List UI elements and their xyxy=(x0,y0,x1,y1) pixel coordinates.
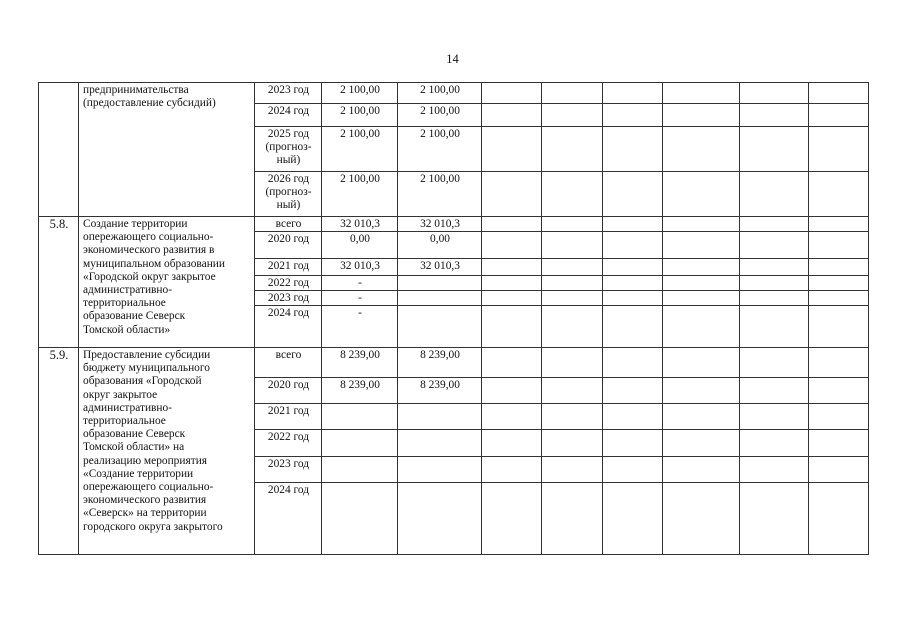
year-line: 2023 год xyxy=(267,458,310,470)
table-body xyxy=(39,83,869,555)
item-name xyxy=(79,217,255,348)
empty-cell xyxy=(603,217,663,232)
item-name-line: «Городской округ закрытое xyxy=(83,270,216,283)
empty-cell xyxy=(740,276,809,291)
year-cell xyxy=(255,348,322,378)
table-row xyxy=(39,83,869,104)
year-line: 2020 год xyxy=(267,233,310,245)
total-value: - xyxy=(322,306,398,348)
empty-cell xyxy=(809,404,869,430)
empty-cell xyxy=(809,291,869,306)
empty-cell xyxy=(663,378,740,404)
total-value: 8 239,00 xyxy=(322,378,398,404)
empty-cell xyxy=(542,217,603,232)
source-value xyxy=(398,276,482,291)
year-cell xyxy=(255,483,322,555)
total-value: 2 100,00 xyxy=(322,83,398,104)
budget-table xyxy=(38,82,869,555)
empty-cell xyxy=(740,430,809,457)
item-name xyxy=(79,83,255,217)
empty-cell xyxy=(809,232,869,259)
empty-cell xyxy=(809,217,869,232)
page-number: 14 xyxy=(446,52,459,66)
empty-cell xyxy=(663,104,740,127)
empty-cell xyxy=(482,483,542,555)
year-line: всего xyxy=(275,218,302,230)
empty-cell xyxy=(542,483,603,555)
empty-cell xyxy=(663,430,740,457)
empty-cell xyxy=(542,104,603,127)
empty-cell xyxy=(809,457,869,483)
empty-cell xyxy=(542,127,603,172)
empty-cell xyxy=(809,430,869,457)
item-name-line: опережающего социально- xyxy=(83,481,214,494)
empty-cell xyxy=(663,259,740,276)
source-value xyxy=(398,483,482,555)
year-cell xyxy=(255,404,322,430)
year-cell xyxy=(255,457,322,483)
empty-cell xyxy=(603,378,663,404)
empty-cell xyxy=(603,291,663,306)
empty-cell xyxy=(740,259,809,276)
year-line: 2023 год xyxy=(267,292,310,304)
empty-cell xyxy=(542,83,603,104)
empty-cell xyxy=(663,127,740,172)
year-cell xyxy=(255,259,322,276)
empty-cell xyxy=(603,457,663,483)
empty-cell xyxy=(740,348,809,378)
empty-cell xyxy=(740,457,809,483)
year-line: ный) xyxy=(276,199,301,211)
year-line: 2022 год xyxy=(267,277,310,289)
source-value: 2 100,00 xyxy=(398,83,482,104)
empty-cell xyxy=(740,306,809,348)
year-line: 2024 год xyxy=(267,484,310,496)
year-line: 2025 год xyxy=(267,128,310,140)
source-value: 2 100,00 xyxy=(398,172,482,217)
empty-cell xyxy=(663,217,740,232)
empty-cell xyxy=(740,404,809,430)
source-value: 32 010,3 xyxy=(398,217,482,232)
item-name-line: бюджету муниципального xyxy=(83,362,210,375)
empty-cell xyxy=(542,291,603,306)
empty-cell xyxy=(663,306,740,348)
source-value xyxy=(398,306,482,348)
item-name-line: образование Северск xyxy=(83,310,186,323)
empty-cell xyxy=(542,404,603,430)
empty-cell xyxy=(482,348,542,378)
empty-cell xyxy=(603,127,663,172)
item-name-line: экономического развития в xyxy=(83,244,215,257)
source-value: 2 100,00 xyxy=(398,104,482,127)
empty-cell xyxy=(603,259,663,276)
source-value xyxy=(398,404,482,430)
empty-cell xyxy=(482,378,542,404)
empty-cell xyxy=(740,83,809,104)
item-name-line: административно- xyxy=(83,284,173,297)
empty-cell xyxy=(603,306,663,348)
empty-cell xyxy=(663,483,740,555)
empty-cell xyxy=(603,430,663,457)
total-value: - xyxy=(322,276,398,291)
empty-cell xyxy=(482,104,542,127)
empty-cell xyxy=(482,217,542,232)
empty-cell xyxy=(740,232,809,259)
empty-cell xyxy=(663,172,740,217)
year-line: (прогноз- xyxy=(265,186,312,198)
empty-cell xyxy=(663,348,740,378)
year-cell xyxy=(255,127,322,172)
source-value xyxy=(398,457,482,483)
empty-cell xyxy=(542,348,603,378)
empty-cell xyxy=(740,172,809,217)
item-name-line: Предоставление субсидии xyxy=(83,349,211,361)
empty-cell xyxy=(809,306,869,348)
empty-cell xyxy=(663,276,740,291)
total-value: 8 239,00 xyxy=(322,348,398,378)
item-name-line: округ закрытое xyxy=(83,388,158,401)
year-line: 2022 год xyxy=(267,431,310,443)
empty-cell xyxy=(663,291,740,306)
year-cell xyxy=(255,430,322,457)
source-value: 2 100,00 xyxy=(398,127,482,172)
year-line: всего xyxy=(275,349,302,361)
source-value: 8 239,00 xyxy=(398,348,482,378)
item-name-line: муниципальном образовании xyxy=(83,257,225,270)
item-name-line: опережающего социально- xyxy=(83,231,214,244)
year-cell xyxy=(255,172,322,217)
item-name-line: административно- xyxy=(83,401,173,414)
empty-cell xyxy=(809,127,869,172)
empty-cell xyxy=(542,430,603,457)
year-line: 2021 год xyxy=(267,260,310,272)
empty-cell xyxy=(482,276,542,291)
year-line: 2020 год xyxy=(267,379,310,391)
source-value xyxy=(398,430,482,457)
empty-cell xyxy=(542,276,603,291)
empty-cell xyxy=(809,172,869,217)
empty-cell xyxy=(809,276,869,291)
item-name xyxy=(79,348,255,555)
year-line: 2023 год xyxy=(267,84,310,96)
total-value: 2 100,00 xyxy=(322,127,398,172)
empty-cell xyxy=(809,348,869,378)
year-line: 2026 год xyxy=(267,173,310,185)
item-name-line: «Создание территории xyxy=(83,467,194,480)
total-value: 32 010,3 xyxy=(322,217,398,232)
empty-cell xyxy=(603,232,663,259)
empty-cell xyxy=(809,378,869,404)
empty-cell xyxy=(482,430,542,457)
empty-cell xyxy=(740,483,809,555)
empty-cell xyxy=(603,276,663,291)
empty-cell xyxy=(482,172,542,217)
empty-cell xyxy=(542,457,603,483)
source-value: 32 010,3 xyxy=(398,259,482,276)
source-value: 0,00 xyxy=(398,232,482,259)
empty-cell xyxy=(809,83,869,104)
item-name-line: Создание территории xyxy=(83,218,188,230)
empty-cell xyxy=(542,306,603,348)
item-name-line: предпринимательства xyxy=(83,84,189,96)
year-line: 2024 год xyxy=(267,307,310,319)
empty-cell xyxy=(603,83,663,104)
item-number: 5.9. xyxy=(39,348,79,555)
source-value: 8 239,00 xyxy=(398,378,482,404)
empty-cell xyxy=(542,378,603,404)
item-name-line: территориальное xyxy=(83,297,166,310)
item-name-line: (предоставление субсидий) xyxy=(83,97,216,110)
empty-cell xyxy=(740,217,809,232)
table-row xyxy=(39,217,869,232)
empty-cell xyxy=(740,104,809,127)
empty-cell xyxy=(482,306,542,348)
item-name-line: территориальное xyxy=(83,415,166,428)
year-cell xyxy=(255,276,322,291)
empty-cell xyxy=(809,483,869,555)
empty-cell xyxy=(663,457,740,483)
total-value: - xyxy=(322,291,398,306)
year-line: (прогноз- xyxy=(265,141,312,153)
empty-cell xyxy=(542,232,603,259)
source-value xyxy=(398,291,482,306)
empty-cell xyxy=(809,104,869,127)
empty-cell xyxy=(603,348,663,378)
item-name-line: экономического развития xyxy=(83,494,207,507)
total-value xyxy=(322,457,398,483)
year-cell xyxy=(255,291,322,306)
empty-cell xyxy=(482,83,542,104)
item-name-line: образование Северск xyxy=(83,428,186,441)
table-row xyxy=(39,348,869,378)
total-value xyxy=(322,430,398,457)
item-name-line: городского округа закрытого xyxy=(83,520,223,533)
empty-cell xyxy=(603,172,663,217)
total-value: 0,00 xyxy=(322,232,398,259)
empty-cell xyxy=(663,232,740,259)
empty-cell xyxy=(482,291,542,306)
empty-cell xyxy=(663,404,740,430)
item-number: 5.8. xyxy=(39,217,79,348)
empty-cell xyxy=(603,404,663,430)
year-cell xyxy=(255,104,322,127)
empty-cell xyxy=(482,232,542,259)
item-name-line: «Северск» на территории xyxy=(83,507,207,520)
total-value: 2 100,00 xyxy=(322,104,398,127)
empty-cell xyxy=(482,457,542,483)
empty-cell xyxy=(740,127,809,172)
item-name-line: образования «Городской xyxy=(83,375,202,388)
year-cell xyxy=(255,83,322,104)
item-name-line: реализацию мероприятия xyxy=(83,454,208,467)
year-cell xyxy=(255,232,322,259)
year-cell xyxy=(255,306,322,348)
empty-cell xyxy=(482,127,542,172)
total-value xyxy=(322,404,398,430)
empty-cell xyxy=(603,104,663,127)
total-value: 2 100,00 xyxy=(322,172,398,217)
empty-cell xyxy=(740,378,809,404)
year-line: ный) xyxy=(276,154,301,166)
empty-cell xyxy=(542,259,603,276)
item-name-line: Томской области» xyxy=(83,323,171,336)
empty-cell xyxy=(482,404,542,430)
empty-cell xyxy=(603,483,663,555)
empty-cell xyxy=(482,259,542,276)
empty-cell xyxy=(740,291,809,306)
empty-cell xyxy=(663,83,740,104)
total-value: 32 010,3 xyxy=(322,259,398,276)
year-line: 2024 год xyxy=(267,105,310,117)
item-name-line: Томской области» на xyxy=(83,441,185,454)
year-line: 2021 год xyxy=(267,405,310,417)
year-cell xyxy=(255,217,322,232)
total-value xyxy=(322,483,398,555)
item-number xyxy=(39,83,79,217)
empty-cell xyxy=(542,172,603,217)
empty-cell xyxy=(809,259,869,276)
year-cell xyxy=(255,378,322,404)
